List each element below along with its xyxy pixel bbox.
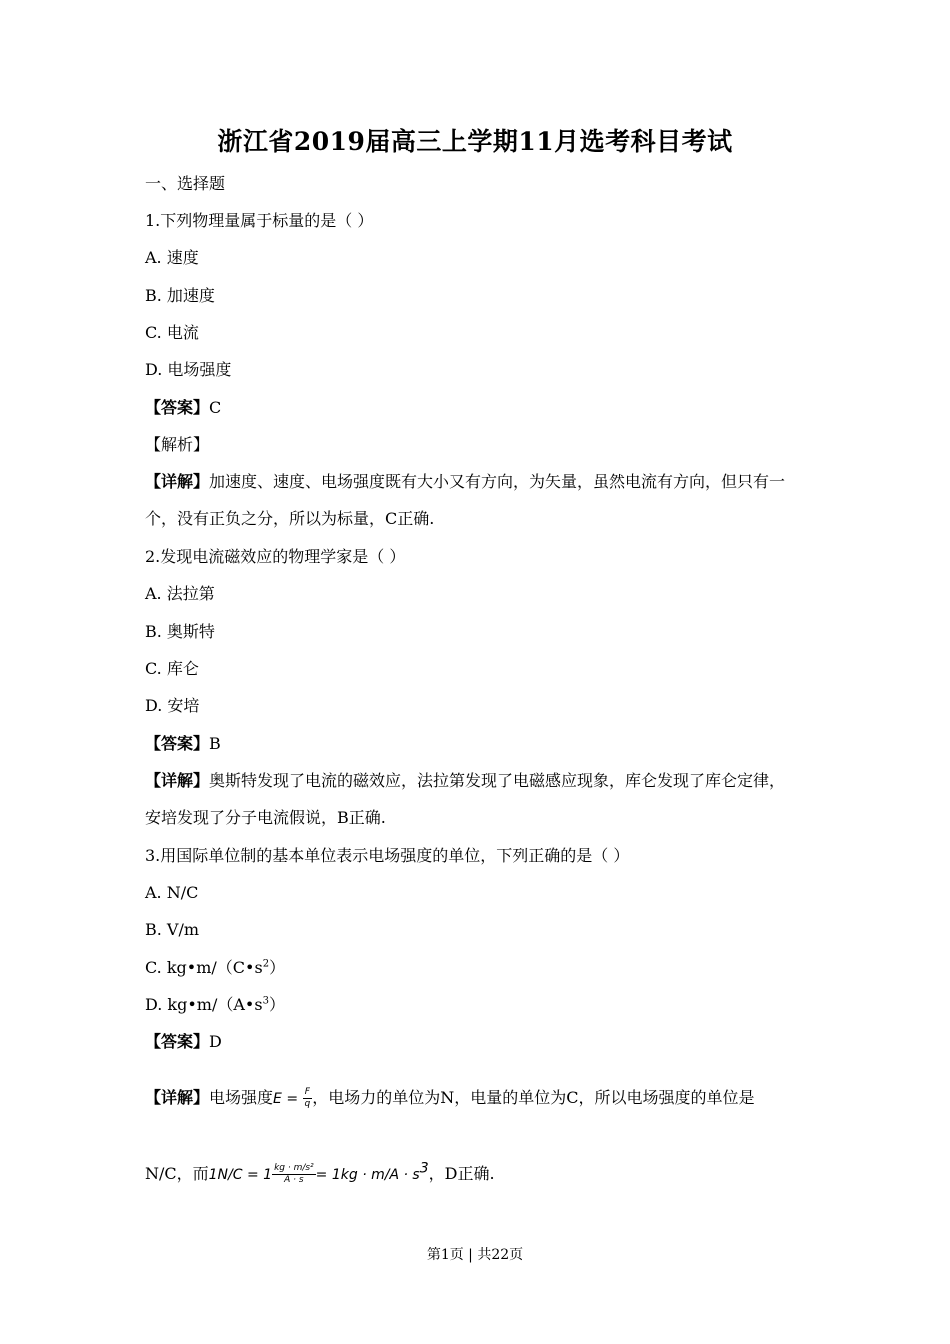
formula2-numerator: kg · m/s² [274, 1163, 314, 1173]
formula-e-label: E = [273, 1091, 303, 1107]
formula-e-denominator: q [304, 1099, 311, 1109]
q2-option-c: C. 库仑 [145, 659, 199, 678]
q3-option-b: B. V/m [145, 920, 200, 939]
q3-option-d-exponent: 3 [262, 995, 269, 1007]
q3-option-c-close: ） [269, 958, 286, 977]
q3-detail-text2: N/C，而 [145, 1164, 209, 1183]
q1-option-b: B. 加速度 [145, 286, 215, 305]
q3-detail-line1 [145, 1084, 754, 1113]
q3-detail-text2-post: ，D正确. [428, 1164, 495, 1183]
q3-answer [145, 1032, 222, 1052]
q2-answer-value: B [209, 734, 221, 753]
q2-detail-line1 [145, 771, 785, 791]
formula2-exponent: 3 [419, 1160, 429, 1177]
q1-option-d: D. 电场强度 [145, 360, 232, 379]
q1-answer [145, 398, 221, 418]
q3-option-d [145, 995, 285, 1015]
q2-stem: 2.发现电流磁效应的物理学家是（ ） [145, 547, 406, 566]
q3-option-d-close: ） [268, 995, 285, 1014]
q1-option-c: C. 电流 [145, 323, 199, 342]
formula-e-fraction [303, 1087, 313, 1110]
q3-answer-value: D [209, 1032, 222, 1051]
q1-detail-line2: 个，没有正负之分，所以为标量，C正确. [145, 509, 435, 528]
q1-answer-tag: 【答案】 [145, 398, 210, 417]
q1-analysis-tag: 【解析】 [145, 435, 210, 454]
q3-option-a: A. N/C [145, 883, 199, 902]
q3-option-c [145, 958, 285, 978]
q1-stem: 1.下列物理量属于标量的是（ ） [145, 211, 374, 230]
q2-answer-tag: 【答案】 [145, 734, 210, 753]
q3-detail-tag: 【详解】 [145, 1088, 210, 1107]
q2-answer [145, 734, 221, 754]
q2-detail-text1: 奥斯特发现了电流的磁效应，法拉第发现了电磁感应现象，库仑发现了库仑定律， [209, 771, 786, 790]
q3-detail-line2 [145, 1160, 495, 1189]
q2-detail-tag: 【详解】 [145, 771, 210, 790]
q1-option-a: A. 速度 [145, 248, 199, 267]
q3-detail-text1: 电场强度 [209, 1088, 274, 1107]
q3-detail-text1-post: ，电场力的单位为N，电量的单位为C，所以电场强度的单位是 [312, 1088, 755, 1107]
section-heading: 一、选择题 [145, 174, 226, 193]
q2-detail-line2: 安培发现了分子电流假说，B正确. [145, 808, 386, 827]
formula2-rhs: = 1kg · m/A · s [315, 1167, 420, 1183]
q1-answer-value: C [209, 398, 222, 417]
formula2-fraction [272, 1163, 316, 1186]
q3-option-c-text: C. kg•m/（C•s [145, 958, 263, 977]
formula2-denominator: A · s [272, 1174, 316, 1186]
page-footer: 第1页 | 共22页 [426, 1247, 524, 1263]
q3-stem: 3.用国际单位制的基本单位表示电场强度的单位，下列正确的是（ ） [145, 846, 630, 865]
q2-option-b: B. 奥斯特 [145, 622, 215, 641]
formula2-lhs: 1N/C = 1 [208, 1167, 273, 1183]
q2-option-d: D. 安培 [145, 696, 200, 715]
q1-detail-tag: 【详解】 [145, 472, 210, 491]
formula-e-numerator: F [304, 1087, 310, 1097]
q3-answer-tag: 【答案】 [145, 1032, 210, 1051]
q3-option-c-exponent: 2 [262, 958, 270, 970]
q1-detail-text1: 加速度、速度、电场强度既有大小又有方向，为矢量，虽然电流有方向，但只有一 [209, 472, 786, 491]
document-title: 浙江省2019届高三上学期11月选考科目考试 [217, 127, 733, 156]
q3-option-d-text: D. kg•m/（A•s [145, 995, 263, 1014]
q1-detail-line1 [145, 472, 785, 492]
q2-option-a: A. 法拉第 [145, 584, 215, 603]
